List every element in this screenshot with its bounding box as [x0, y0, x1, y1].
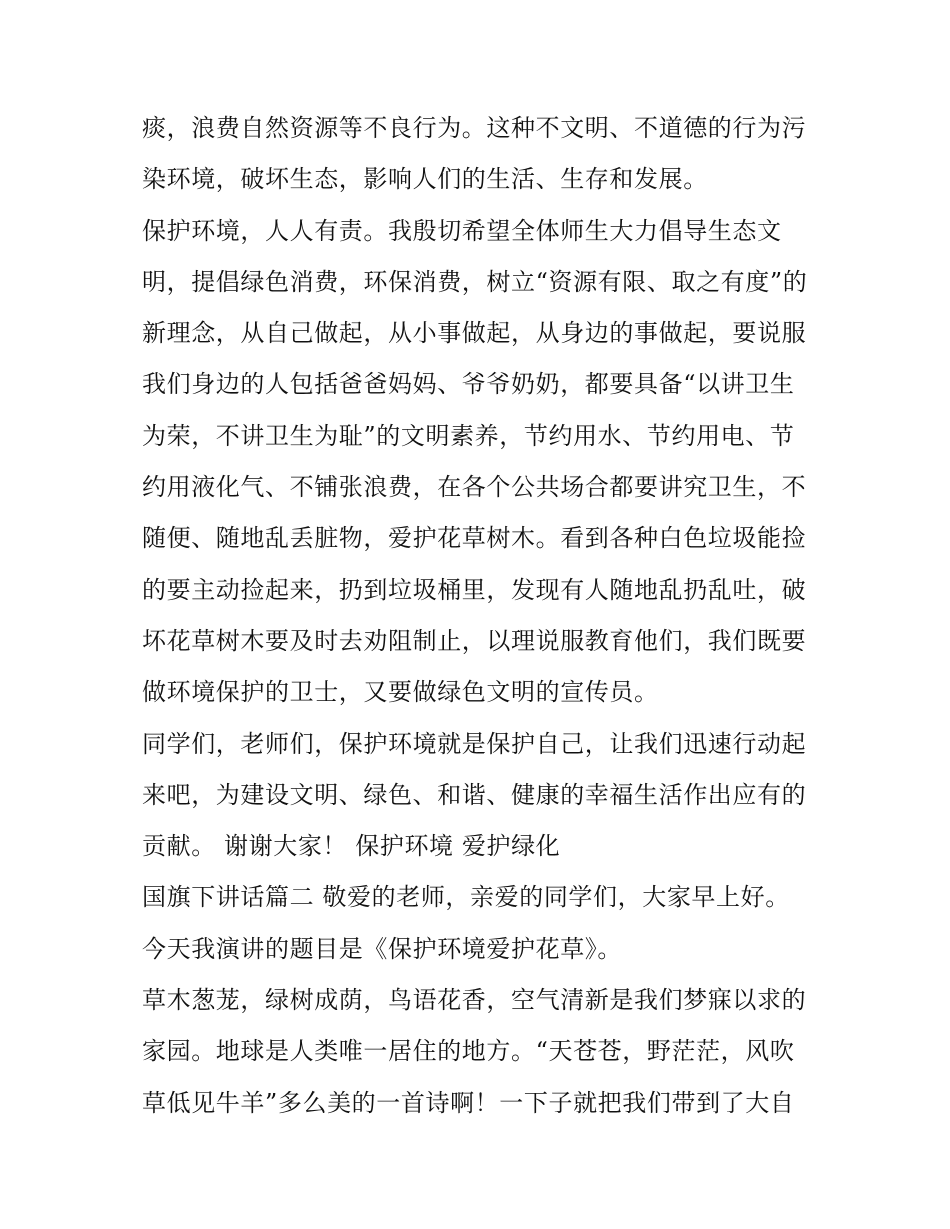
text-line: 草低见牛羊”多么美的一首诗啊！一下子就把我们带到了大自 — [142, 1088, 795, 1117]
text-line: 家园。地球是人类唯一居住的地方。“天苍苍，野茫茫，风吹 — [142, 1037, 795, 1066]
text-line: 痰，浪费自然资源等不良行为。这种不文明、不道德的行为污 — [142, 114, 807, 142]
text-line: 新理念，从自己做起，从小事做起，从身边的事做起，要说服 — [142, 319, 807, 348]
text-line: 随便、随地乱丢脏物，爱护花草树木。看到各种白色垃圾能捡 — [142, 524, 807, 553]
text-line: 约用液化气、不铺张浪费，在各个公共场合都要讲究卫生，不 — [142, 473, 807, 502]
text-line: 明，提倡绿色消费，环保消费，树立“资源有限、取之有度”的 — [142, 267, 808, 296]
text-line: 国旗下讲话篇二 敬爱的老师，亲爱的同学们，大家早上好。 — [142, 883, 790, 912]
text-line: 贡献。 谢谢大家！ 保护环境 爱护绿化 — [142, 832, 561, 861]
text-line: 做环境保护的卫士，又要做绿色文明的宣传员。 — [142, 678, 659, 707]
text-line: 为荣，不讲卫生为耻”的文明素养，节约用水、节约用电、节 — [142, 421, 795, 450]
text-line: 同学们，老师们，保护环境就是保护自己，让我们迅速行动起 — [142, 729, 807, 758]
text-line: 保护环境，人人有责。我殷切希望全体师生大力倡导生态文 — [142, 216, 782, 245]
text-line: 今天我演讲的题目是《保护环境爱护花草》。 — [142, 934, 622, 963]
text-line: 的要主动捡起来，扔到垃圾桶里，发现有人随地乱扔乱吐，破 — [142, 575, 807, 604]
text-line: 坏花草树木要及时去劝阻制止，以理说服教育他们，我们既要 — [142, 626, 807, 655]
text-line: 草木葱茏，绿树成荫，鸟语花香，空气清新是我们梦寐以求的 — [142, 986, 807, 1015]
text-line: 来吧，为建设文明、绿色、和谐、健康的幸福生活作出应有的 — [142, 780, 807, 809]
text-line: 染环境，破坏生态，影响人们的生活、生存和发展。 — [142, 165, 708, 194]
document-body-text — [142, 103, 822, 1129]
text-line: 我们身边的人包括爸爸妈妈、爷爷奶奶，都要具备“以讲卫生 — [142, 370, 795, 399]
